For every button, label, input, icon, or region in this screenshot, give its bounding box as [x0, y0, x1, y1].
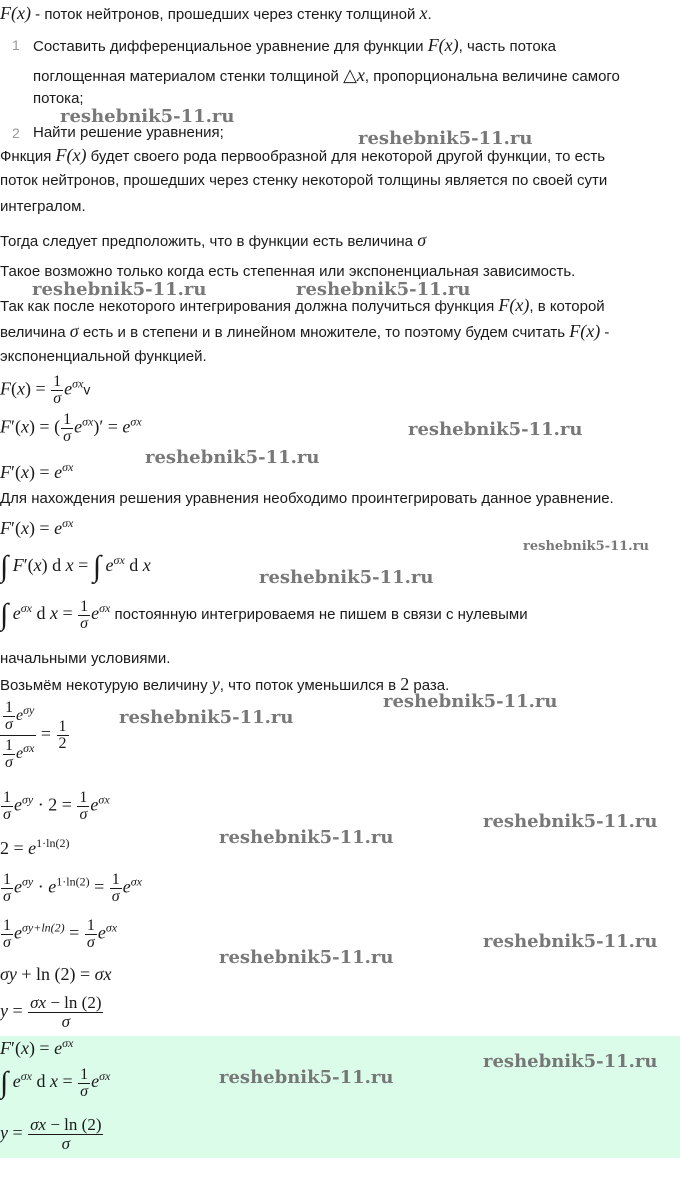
task-1-text-a: Составить дифференциальное уравнение для функции [33, 38, 428, 55]
watermark: reshebnik5-11.ru [483, 931, 658, 952]
x-symbol: x [419, 3, 428, 23]
p1-text-a: Фнкция [0, 148, 56, 165]
answer-integral: ∫ $e^{\sigma x}$ d x = $\frac{1}{\sigma}$ $e^{\sigma x}$ [0, 1065, 111, 1100]
watermark: reshebnik5-11.ru [358, 128, 533, 149]
answer-y: y = $\frac{\sigma x - \ln (2)}{\sigma}$ [0, 1115, 102, 1153]
equation-ratio: $\frac{1}{\sigma}$ $e^{\sigma y}$ $\frac{1}{\sigma}$ $e^{\sigma x}$ = $\frac{1}{2}$ [0, 700, 70, 771]
task-1-line-1 [33, 32, 556, 60]
watermark: reshebnik5-11.ru [219, 1067, 394, 1088]
watermark: reshebnik5-11.ru [219, 947, 394, 968]
p4-text-c: величина [0, 324, 70, 341]
paragraph-5: Для нахождения решения уравнения необходимо проинтегрировать данное уравнение. [0, 490, 614, 507]
p7-text-c: раза. [409, 677, 450, 694]
p7-text-a: Возьмём некотурую величину [0, 677, 212, 694]
fx-symbol: F(x) [0, 3, 31, 23]
checkmark-text: v [83, 381, 91, 398]
equation-step-4: $\frac{1}{\sigma}$ $e^{\sigma y+ln(2)}$ = $\frac{1}{\sigma}$ $e^{\sigma x}$ [3, 917, 118, 951]
task-1-text-b: , часть потока [458, 38, 556, 55]
paragraph-7 [0, 671, 680, 699]
watermark: reshebnik5-11.ru [523, 539, 650, 554]
task-1-text-c: поглощенная материалом стенки толщиной [33, 68, 344, 85]
watermark: reshebnik5-11.ru [32, 279, 207, 300]
equation-step-6: y = $\frac{\sigma x - \ln (2)}{\sigma}$ [0, 993, 102, 1031]
watermark: reshebnik5-11.ru [296, 279, 471, 300]
task-1-line-3: потока; [33, 90, 84, 107]
task-1-line-2 [33, 62, 620, 90]
p2-text: Тогда следует предположить, что в функции есть величина [0, 233, 418, 250]
watermark: reshebnik5-11.ru [119, 707, 294, 728]
task-2-text: Найти решение уравнения; [33, 124, 224, 141]
equation-derivative-result: $F'(x) = e^{\sigma x}$ [0, 460, 74, 482]
p7-text-b: , что поток уменьшился в [219, 677, 401, 694]
task-number-2: 2 [12, 125, 20, 141]
equation-derivative: F′(x) = ( $\frac{1}{\sigma}$ $e^{\sigma x})' = e^{\sigma x}$ [0, 411, 142, 445]
paragraph-6-line-2: начальными условиями. [0, 650, 171, 667]
watermark: reshebnik5-11.ru [259, 567, 434, 588]
task-1-text-d: , пропорциональна величине самого [364, 68, 620, 85]
watermark: reshebnik5-11.ru [60, 106, 235, 127]
integration-constant-note: постоянную интегрироваемя не пишем в связи с нулевыми [110, 606, 528, 624]
p4-text-b: , в которой [529, 298, 605, 315]
paragraph-1-line-3: интегралом. [0, 198, 86, 215]
fx-symbol: F(x) [569, 321, 601, 341]
p4-text-a: Так как после некоторого интегрирования должна получиться функция [0, 298, 499, 315]
intro-line [0, 0, 680, 28]
sigma-symbol: σ [417, 230, 427, 250]
equation-fx-definition: F(x) = $\frac{1}{\sigma}$ $e^{\sigma x}v$ [0, 373, 91, 407]
watermark: reshebnik5-11.ru [219, 827, 394, 848]
paragraph-1-line-1 [0, 142, 680, 170]
paragraph-2 [0, 227, 680, 255]
answer-derivative: $F'(x) = e^{\sigma x}$ [0, 1036, 74, 1058]
watermark: reshebnik5-11.ru [145, 447, 320, 468]
watermark: reshebnik5-11.ru [408, 419, 583, 440]
equation-step-2: $2 = e^{1\cdot ln(2)}$ [0, 836, 70, 858]
task-number-1: 1 [12, 37, 20, 53]
two-symbol: 2 [400, 674, 410, 694]
equation-integral: ∫ F′(x) d x = ∫ $e^{\sigma x}$ d x [0, 550, 151, 583]
y-symbol: y [211, 674, 220, 694]
equation-integral-result: ∫ $e^{\sigma x}$ d x = $\frac{1}{\sigma}$ $e^{\sigma x}$ постоянную интегрироваемя не пишем в связи с нулевыми [0, 597, 528, 632]
equation-derivative-restate: $F'(x) = e^{\sigma x}$ [0, 516, 74, 538]
p4-text-d: есть и в степени и в линейном множителе, то поэтому будем считать [78, 324, 570, 341]
watermark: reshebnik5-11.ru [383, 691, 558, 712]
intro-text: - поток нейтронов, прошедших через стенку толщиной [30, 6, 420, 23]
watermark: reshebnik5-11.ru [483, 1051, 658, 1072]
fx-symbol: F(x) [55, 145, 87, 165]
equation-step-1: $\frac{1}{\sigma}$ $e^{\sigma y} \cdot 2$ = $\frac{1}{\sigma}$ $e^{\sigma x}$ [3, 789, 110, 823]
sigma-symbol: σ [69, 321, 79, 341]
paragraph-1-line-2: поток нейтронов, прошедших через стенку некоторой толщины является по своей сути [0, 172, 608, 189]
paragraph-4-line-3: экспоненциальной функцией. [0, 348, 207, 365]
equation-step-5: σy + ln (2) = σx [0, 964, 112, 984]
equation-step-3: $\frac{1}{\sigma}$ $e^{\sigma y} \cdot e^{1\cdot ln(2)}$ = $\frac{1}{\sigma}$ $e^{\sigma x}$ [3, 871, 142, 905]
fx-symbol: F(x) [498, 295, 530, 315]
paragraph-4-line-2 [0, 318, 680, 346]
intro-end: . [427, 6, 432, 23]
paragraph-3: Такое возможно только когда есть степенная или экспоненциальная зависимость. [0, 263, 576, 280]
p1-text-b: будет своего рода первообразной для некоторой другой функции, то есть [86, 148, 606, 165]
delta-x-symbol: △x [343, 65, 365, 85]
fx-symbol: F(x) [427, 35, 459, 55]
watermark: reshebnik5-11.ru [483, 811, 658, 832]
p4-text-e: - [600, 324, 610, 341]
